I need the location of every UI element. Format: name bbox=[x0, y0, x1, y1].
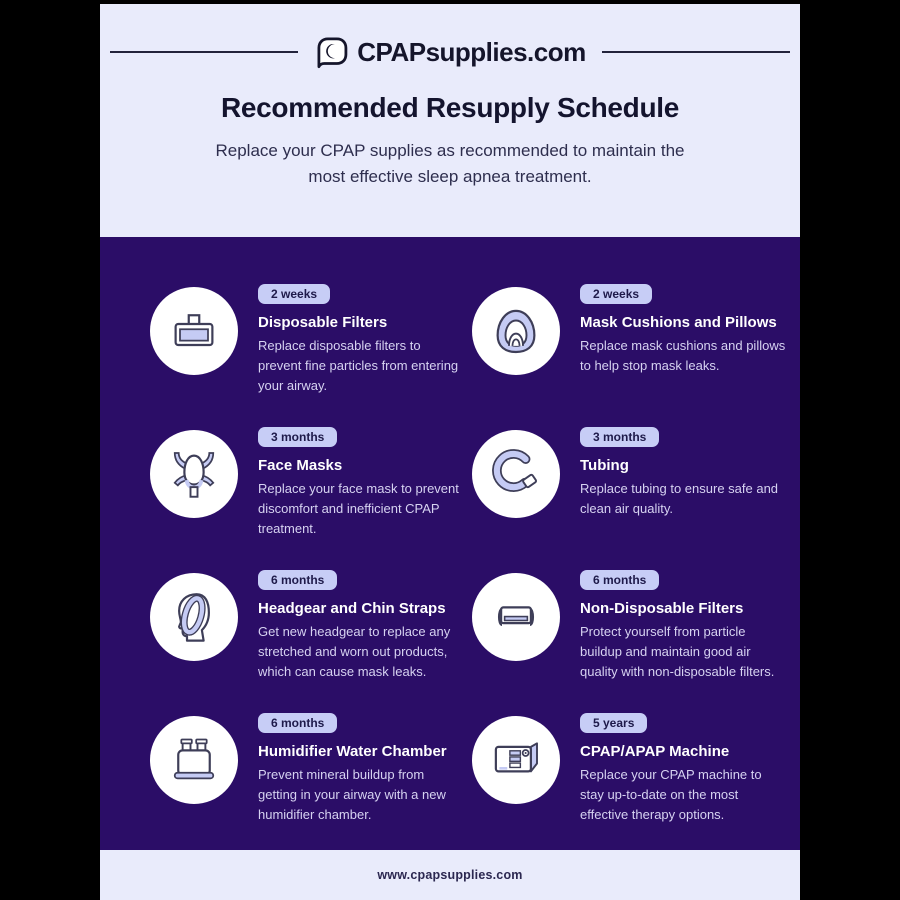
item-description: Replace mask cushions and pillows to help stop mask leaks. bbox=[580, 338, 786, 374]
footer bbox=[100, 850, 800, 900]
page-subtitle: Replace your CPAP supplies as recommended to maintain the most effective sleep apnea treatment. bbox=[215, 141, 685, 187]
mask-cushion-icon bbox=[488, 303, 544, 359]
icon-circle bbox=[472, 573, 560, 661]
icon-circle bbox=[472, 430, 560, 518]
interval-badge: 5 years bbox=[580, 713, 647, 733]
resupply-item-humidifier bbox=[150, 706, 472, 849]
interval-badge: 2 weeks bbox=[580, 284, 652, 304]
resupply-item-face-masks bbox=[150, 420, 472, 563]
icon-circle bbox=[472, 287, 560, 375]
resupply-item-cpap-machine bbox=[472, 706, 800, 849]
item-description: Replace disposable filters to prevent fine particles from entering your airway. bbox=[258, 338, 459, 394]
item-description: Replace your face mask to prevent discomfort and inefficient CPAP treatment. bbox=[258, 481, 459, 537]
item-title: Face Masks bbox=[258, 457, 343, 474]
resupply-item-mask-cushions bbox=[472, 277, 800, 420]
infographic-page bbox=[100, 0, 800, 900]
item-text bbox=[258, 563, 465, 682]
resupply-item-nondisposable-filters bbox=[472, 563, 800, 706]
item-text bbox=[580, 563, 787, 682]
interval-badge: 3 months bbox=[580, 427, 659, 447]
interval-badge: 3 months bbox=[258, 427, 337, 447]
face-mask-icon bbox=[166, 446, 222, 502]
resupply-item-disposable-filters bbox=[150, 277, 472, 420]
icon-circle bbox=[150, 287, 238, 375]
item-title: Humidifier Water Chamber bbox=[258, 743, 447, 760]
headgear-icon bbox=[166, 589, 222, 645]
item-text bbox=[258, 420, 465, 539]
interval-badge: 6 months bbox=[258, 570, 337, 590]
item-text bbox=[580, 706, 787, 825]
humidifier-icon bbox=[166, 732, 222, 788]
icon-circle bbox=[150, 716, 238, 804]
item-description: Protect yourself from particle buildup and maintain good air quality with non-disposable filters. bbox=[580, 624, 775, 680]
logo-right-rule bbox=[602, 51, 790, 53]
item-title: Disposable Filters bbox=[258, 314, 388, 331]
logo-row bbox=[100, 34, 800, 70]
header bbox=[100, 0, 800, 191]
footer-url: www.cpapsupplies.com bbox=[377, 868, 523, 882]
item-text bbox=[258, 706, 465, 825]
schedule-panel bbox=[100, 237, 800, 850]
item-title: Tubing bbox=[580, 457, 629, 474]
page-title: Recommended Resupply Schedule bbox=[220, 92, 680, 123]
resupply-item-tubing bbox=[472, 420, 800, 563]
logo bbox=[314, 34, 585, 70]
tubing-icon bbox=[488, 446, 544, 502]
resupply-item-headgear bbox=[150, 563, 472, 706]
item-description: Replace tubing to ensure safe and clean air quality. bbox=[580, 481, 779, 517]
item-description: Prevent mineral buildup from getting in your airway with a new humidifier chamber. bbox=[258, 767, 446, 823]
item-title: Mask Cushions and Pillows bbox=[580, 314, 777, 331]
cpap-machine-icon bbox=[488, 732, 544, 788]
interval-badge: 2 weeks bbox=[258, 284, 330, 304]
item-text bbox=[258, 277, 465, 396]
top-border bbox=[0, 0, 900, 4]
logo-left-rule bbox=[110, 51, 298, 53]
item-description: Get new headgear to replace any stretched and worn out products, which can cause mask leaks. bbox=[258, 624, 451, 680]
moon-bubble-logo-icon bbox=[314, 34, 350, 70]
logo-text: CPAPsupplies.com bbox=[357, 36, 586, 67]
disposable-filter-icon bbox=[166, 303, 222, 359]
item-text bbox=[580, 420, 787, 519]
interval-badge: 6 months bbox=[580, 570, 659, 590]
item-title: CPAP/APAP Machine bbox=[580, 743, 730, 760]
icon-circle bbox=[472, 716, 560, 804]
item-description: Replace your CPAP machine to stay up-to-date on the most effective therapy options. bbox=[580, 767, 762, 823]
item-title: Non-Disposable Filters bbox=[580, 600, 744, 617]
item-text bbox=[580, 277, 787, 376]
item-title: Headgear and Chin Straps bbox=[258, 600, 446, 617]
interval-badge: 6 months bbox=[258, 713, 337, 733]
icon-circle bbox=[150, 573, 238, 661]
nondisposable-filter-icon bbox=[488, 589, 544, 645]
icon-circle bbox=[150, 430, 238, 518]
